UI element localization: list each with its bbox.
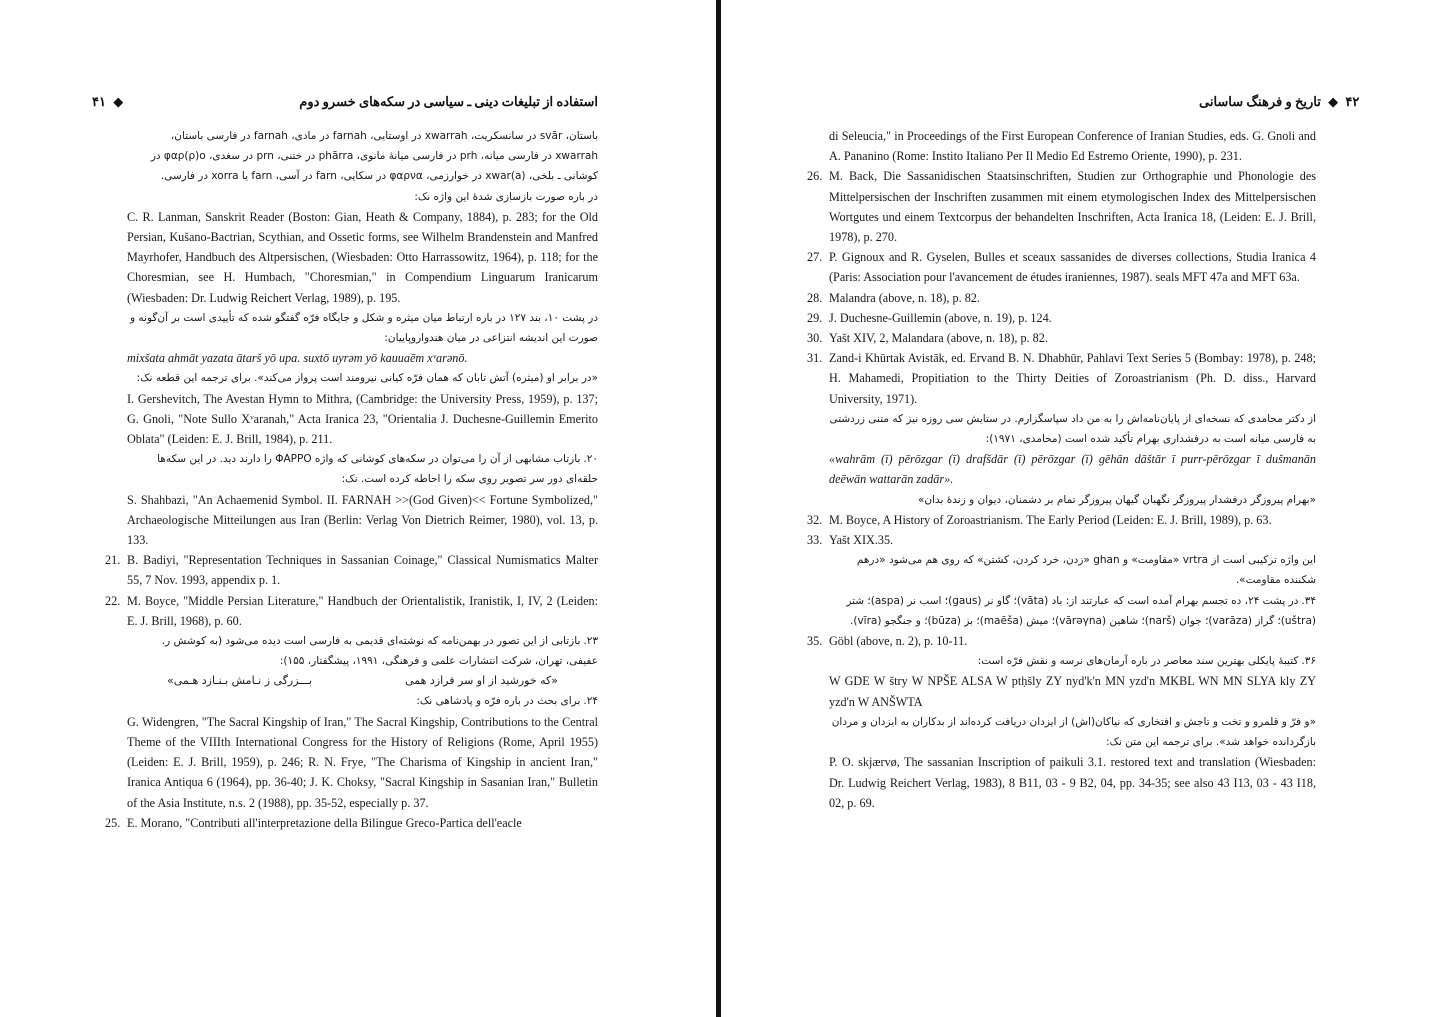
verse-line <box>127 671 598 691</box>
note-text: I. Gershevitch, The Avestan Hymn to Mithra, (Cambridge: the University Press, 1959), p. 137; G. Gnoli, "Note Sullo Xᵛaranah," Acta Iranica 23, "Orientalia J. Duchesne-Guillemin Emerito Oblata" (Leiden: E. J. Brill, 1984), p. 211. <box>127 391 598 447</box>
footnote-number: ۲۴. <box>583 695 598 708</box>
footnote-number: 29. <box>807 310 823 325</box>
footnote-number: ۲۳. <box>583 635 598 648</box>
running-head-title: استفاده از تبلیغات دینی ـ سیاسی در سکه‌های خسرو دوم <box>299 94 598 109</box>
persian-note-text <box>829 409 1316 449</box>
page-number: ۴۲ <box>1345 94 1360 109</box>
running-head <box>92 94 598 110</box>
diamond-icon: ◆ <box>1328 94 1339 109</box>
note-text: mixšata ahmāt yazata ātarš yō upa. suxtō uyrəm yō kauuaēm xᵛarənō. <box>127 351 468 366</box>
note-text: «در برابر او (میثره) آتش تابان که همان فرّه کیانی نیرومند است پرواز می‌کند». برای ترجمه این قطعه نک: <box>136 372 598 385</box>
reference-line <box>807 510 1316 530</box>
persian-note-text <box>829 651 1316 671</box>
persian-note-text <box>829 550 1316 590</box>
reference-line <box>127 490 598 551</box>
reference-line <box>105 550 598 590</box>
footnote-number: 31. <box>807 351 823 366</box>
note-text: برای بحث در باره فرّه و پادشاهی نک: <box>416 695 581 708</box>
reference-line <box>807 308 1316 328</box>
persian-note-text <box>829 712 1316 752</box>
note-text: M. Boyce, "Middle Persian Literature," Handbuch der Orientalistik, Iranistik, I, IV, 2 (Leiden: E. J. Brill, 1968), p. 60. <box>127 593 598 628</box>
reference-line <box>105 591 598 631</box>
note-text: W GDE W štry W NPŠE ALSA W ptḥšly ZY nyd'k'n MN yzd'n MKBL WN MN SLYA kly ZY yzd'n W ANŠWTA <box>829 674 1316 709</box>
persian-note-text <box>127 126 598 146</box>
footnotes-body <box>807 126 1316 813</box>
reference-line <box>807 328 1316 348</box>
reference-line <box>807 348 1316 409</box>
note-text: G. Widengren, "The Sacral Kingship of Iran," The Sacral Kingship, Contributions to the Central Theme of the VIIIth International Congress for the History of Religions (Rome, April 1955) (Leiden: E. J. Brill, 1959), p. 246; R. N. Frye, "The Charisma of Kingship in ancient Iran," Iranica Antiqua 6 (1964), pp. 36-40; J. K. Choksy, "Sacral Kingship in Sasanian Iran," Bulletin of the Asia Institute, n.s. 2 (1988), pp. 35-52, especially p. 37. <box>127 714 598 810</box>
transliteration-line <box>127 348 598 368</box>
reference-line <box>807 530 1316 550</box>
note-text: در باره صورت بازسازی شدهٔ این واژه نک: <box>414 190 598 203</box>
note-text: xwarrah در فارسی میانه، prh در فارسی میانهٔ مانوی، phārra در ختنی، prn در سغدی، φαρ(ρ)o در <box>150 150 598 163</box>
note-text: بازتابی از این تصور در بهمن‌نامه که نوشته‌ای قدیمی به فارسی است دیده می‌شود (به کوشش ر. عفیفی، تهران، شرکت انتشارات علمی و فرهنگی، ۱۹۹۱، پیشگفتار، ۱۵۵): <box>161 635 598 668</box>
reference-line <box>127 712 598 813</box>
persian-note-text <box>829 591 1316 631</box>
persian-note-text <box>127 146 598 166</box>
footnote-number: 33. <box>807 533 823 548</box>
footnote-number: 32. <box>807 512 823 527</box>
reference-line <box>807 247 1316 287</box>
note-text: باستان، svār در سانسکریت، xwarrah در اوستایی، farnah در مادی، farnah در فارسی باستان، <box>170 130 598 142</box>
persian-note-text <box>127 308 598 348</box>
note-text: بازتاب مشابهی از آن را می‌توان در سکه‌های کوشانی که واژه ΦΑΡΡΟ را دارند دید. در این سکه‌ها حلقه‌ای دور سر تصویر روی سکه را احاطه کرده است. نک: <box>157 453 598 486</box>
reference-line <box>127 207 598 308</box>
persian-note-text <box>127 166 598 186</box>
footnote-number: ۳۴. <box>1301 594 1316 607</box>
note-text: di Seleucia," in Proceedings of the First European Conference of Iranian Studies, eds. G. Gnoli and A. Pananino (Rome: Instito Italiano Per Il Medio Ed Estremo Oriente, 1990), p. 231. <box>829 129 1316 164</box>
footnote-number: 22. <box>105 593 121 608</box>
persian-note-text <box>127 368 598 388</box>
note-text: Malandra (above, n. 18), p. 82. <box>829 290 980 305</box>
note-text: «wahrām (ī) pērōzgar (ī) drafšdār (ī) pērōzgar (ī) gēhān dāštār ī purr-pērōzgar ī dušmanān deēwān wattarān zadār». <box>829 452 1316 487</box>
note-text: در پشت ۱۰، بند ۱۲۷ در باره ارتباط میان میثره و شکل و جایگاه فرّه گفتگو شده که تأییدی است بر آن‌گونه و صورت این اندیشه انتزاعی در میان هندواروپاییان: <box>130 311 598 345</box>
reference-line <box>829 671 1316 711</box>
hemistich: «که خورشید از او سر فرازد همی <box>405 674 558 688</box>
note-text: Zand-i Khūrtak Avistāk, ed. Ervand B. N. Dhabhūr, Pahlavi Text Series 5 (Bombay: 1978), p. 248; H. Mahamedi, Propitiation to the Thirty Deities of Zoroastrianism (Ph. D. diss., Harvard University, 1971). <box>829 351 1316 406</box>
persian-note-text <box>127 449 598 489</box>
page-number: ۴۱ <box>92 94 106 109</box>
footnotes-body <box>105 126 598 833</box>
note-text: P. O. skjærvø, The sassanian Inscription of paikuli 3.1. restored text and translation (Wiesbaden: Dr. Ludwig Reichert Verlag, 1983), 8 B11, 03 - 9 B2, 04, pp. 34-35; see also 43 I13, 03 - 43 I18, 02, p. 69. <box>829 755 1316 810</box>
note-text: Yašt XIX.35. <box>829 533 894 548</box>
note-text: S. Shahbazi, "An Achaemenid Symbol. II. FARNAH >>(God Given)<< Fortune Symbolized," Archaeologische Mitteilungen aus Iran (Berlin: Verlag Von Dietrich Reimer, 1980), vol. 13, p. 133. <box>127 492 598 548</box>
reference-line <box>807 631 1316 651</box>
transliteration-line <box>829 449 1316 489</box>
footnote-number: 25. <box>105 815 121 830</box>
note-text: E. Morano, "Contributi all'interpretazione della Bilingue Greco-Partica dell'eacle <box>127 815 522 830</box>
running-head-title: تاریخ و فرهنگ ساسانی <box>1199 94 1321 109</box>
persian-note-text <box>127 691 598 711</box>
note-text: M. Boyce, A History of Zoroastrianism. The Early Period (Leiden: E. J. Brill, 1989), p. 63. <box>829 512 1272 527</box>
footnote-number: 27. <box>807 250 823 265</box>
right-page <box>721 0 1438 1017</box>
note-text: M. Back, Die Sassanidischen Staatsinschriften, Studien zur Orthographie und Phonologie des Mittelpersischen der Inschriften zusammen mit einem etymologischen Index des Mittelpersischen Wortgutes und einem Textcorpus der behandelten Inschriften, Acta Iranica 18, (Leiden: E. J. Brill, 1978), p. 270. <box>829 169 1316 245</box>
note-text: B. Badiyi, "Representation Techniques in Sassanian Coinage," Classical Numismatics Malter 55, 7 Nov. 1993, appendix p. 1. <box>127 553 598 588</box>
footnote-number: 30. <box>807 331 823 346</box>
footnote-number: ۳۶. <box>1301 655 1316 668</box>
footnote-number: 28. <box>807 290 823 305</box>
reference-line <box>829 126 1316 166</box>
note-text: C. R. Lanman, Sanskrit Reader (Boston: Gian, Heath & Company, 1884), p. 283; for the Old Persian, Kušano-Bactrian, Scythian, and Ossetic forms, see Wilhelm Brandenstein and Manfred Mayrhofer, Handbuch des Altpersischen, (Wiesbaden: Otto Harrassowitz, 1964), p. 118; for the Choresmian, see H. Humbach, "Choresmian," in Compendium Linguarum Iranicarum (Wiesbaden: Dr. Ludwig Reichert Verlag, 1989), p. 195. <box>127 209 598 305</box>
reference-line <box>807 166 1316 247</box>
reference-line <box>807 288 1316 308</box>
footnote-number: ۲۰. <box>583 453 598 466</box>
reference-line <box>829 752 1316 813</box>
note-text: «و فرّ و قلمرو و تخت و تاجش و افتخاری که نیاکان(اش) از ایزدان دریافت کرده‌اند از بدکاران به ایزدان و مردان بازگردانده خواهد شد». برای ترجمه این متن نک: <box>831 715 1316 749</box>
running-head <box>1199 94 1359 110</box>
reference-line <box>127 389 598 450</box>
note-text: Yašt XIV, 2, Malandara (above, n. 18), p. 82. <box>829 331 1048 346</box>
persian-note-text <box>127 187 598 207</box>
note-text: J. Duchesne-Guillemin (above, n. 19), p. 124. <box>829 310 1052 325</box>
diamond-icon: ◆ <box>113 94 124 109</box>
note-text: کتیبهٔ پایکلی بهترین سند معاصر در باره آرمان‌های نرسه و نقش فرّه است: <box>977 655 1299 668</box>
footnote-number: 21. <box>105 553 121 568</box>
hemistich: بـــزرگی ز نـامش بـنـازد هـمی» <box>167 674 313 688</box>
note-text: «بهرام پیروزگر درفشدار پیروزگر نگهبان گیهان پیروزگر تمام بر دشمنان، دیوان و زندهٔ بدان» <box>917 493 1316 506</box>
note-text: این واژه ترکیبی است از vrtra «مقاومت» و ghan «زدن، خرد کردن، کشتن» که روی هم می‌شود «درهم شکننده مقاومت». <box>856 554 1316 587</box>
note-text: P. Gignoux and R. Gyselen, Bulles et sceaux sassanides de diverses collections, Studia Iranica 4 (Paris: Association pour l'avancement de études iraniennes, 1987). seals MFT 47a and MFT 63a. <box>829 250 1316 285</box>
persian-note-text <box>829 490 1316 510</box>
note-text: Göbl (above, n. 2), p. 10-11. <box>829 634 968 649</box>
footnote-number: 35. <box>807 634 823 649</box>
note-text: کوشانی ـ بلخی، xwar(a) در خوارزمی، φαρνα در سکایی، farn در آسی، farn یا xorra در فارسی. <box>160 170 598 183</box>
note-text: از دکتر محامدی که نسخه‌ای از پایان‌نامه‌اش را به من داد سپاسگزارم. در ستایش سی روزه نیز که متنی زردشتی به فارسی میانه است به درفشداری بهرام تأکید شده است (محامدی، ۱۹۷۱): <box>829 412 1316 446</box>
persian-note-text <box>127 631 598 671</box>
left-page <box>0 0 716 1017</box>
reference-line <box>105 813 598 833</box>
note-text: در پشت ۲۴، ده تجسم بهرام آمده است که عبارتند از: باد (vāta)؛ گاو نر (gaus)؛ اسب نر (aspa)؛ شتر (uštra)؛ گراز (varāza)؛ جوان (narš)؛ شاهین (vārəγna)؛ میش (maēša)؛ بز (būza)؛ و جنگجو (vīra). <box>846 594 1316 627</box>
footnote-number: 26. <box>807 169 823 184</box>
